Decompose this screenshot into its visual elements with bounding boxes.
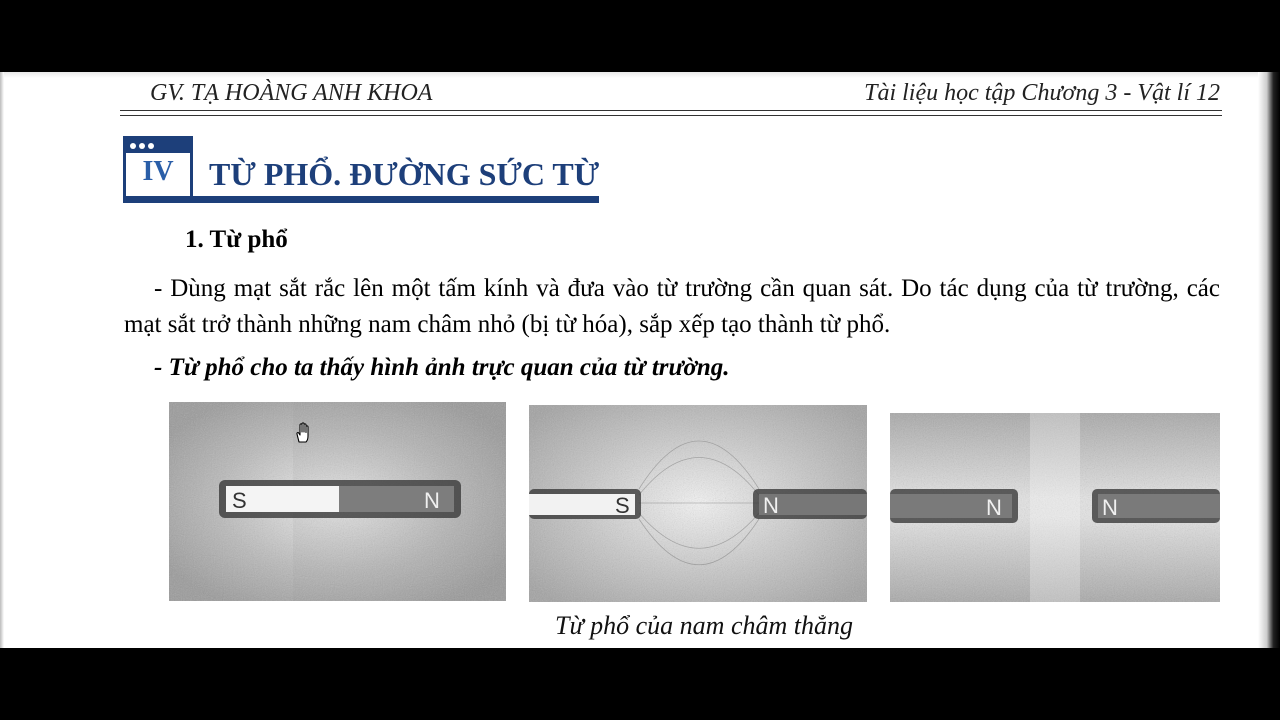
page-header [120, 80, 1222, 110]
figure-caption: Từ phổ của nam châm thẳng [555, 611, 853, 640]
pole-label-n: N [424, 488, 440, 513]
figure-unlike-poles [529, 405, 867, 602]
section-number: IV [142, 156, 174, 187]
section-underline [123, 196, 599, 203]
pole-label-s: S [615, 493, 630, 518]
pole-label-n: N [763, 493, 779, 518]
pole-label-n-right: N [1102, 495, 1118, 520]
hand-cursor-icon [293, 422, 313, 444]
section-number-badge [123, 136, 193, 200]
section-title: TỪ PHỔ. ĐƯỜNG SỨC TỪ [209, 156, 600, 192]
header-document-title: Tài liệu học tập Chương 3 - Vật lí 12 [864, 80, 1220, 106]
figure-single-bar-magnet [169, 402, 506, 601]
document-page [0, 72, 1280, 648]
pole-label-n-left: N [986, 495, 1002, 520]
figure-like-poles [890, 413, 1220, 602]
page-edge-left [0, 72, 4, 648]
header-rule [120, 110, 1222, 116]
page-edge-right [1258, 72, 1280, 648]
body-paragraph: - Dùng mạt sắt rắc lên một tấm kính và đưa vào từ trường cần quan sát. Do tác dụng của từ trường, các mạt sắt trở thành những nam châm nhỏ (bị từ hóa), sắp xếp tạo thành từ phổ. [124, 275, 1220, 338]
page-top-shadow [0, 72, 1280, 78]
window-bar-icon [126, 139, 190, 153]
pole-label-s: S [232, 488, 247, 513]
section-heading [123, 136, 599, 206]
emphasis-line: - Từ phổ cho ta thấy hình ảnh trực quan của từ trường. [154, 354, 730, 381]
header-author: GV. TẠ HOÀNG ANH KHOA [150, 80, 433, 106]
subsection-heading: 1. Từ phổ [185, 226, 288, 253]
